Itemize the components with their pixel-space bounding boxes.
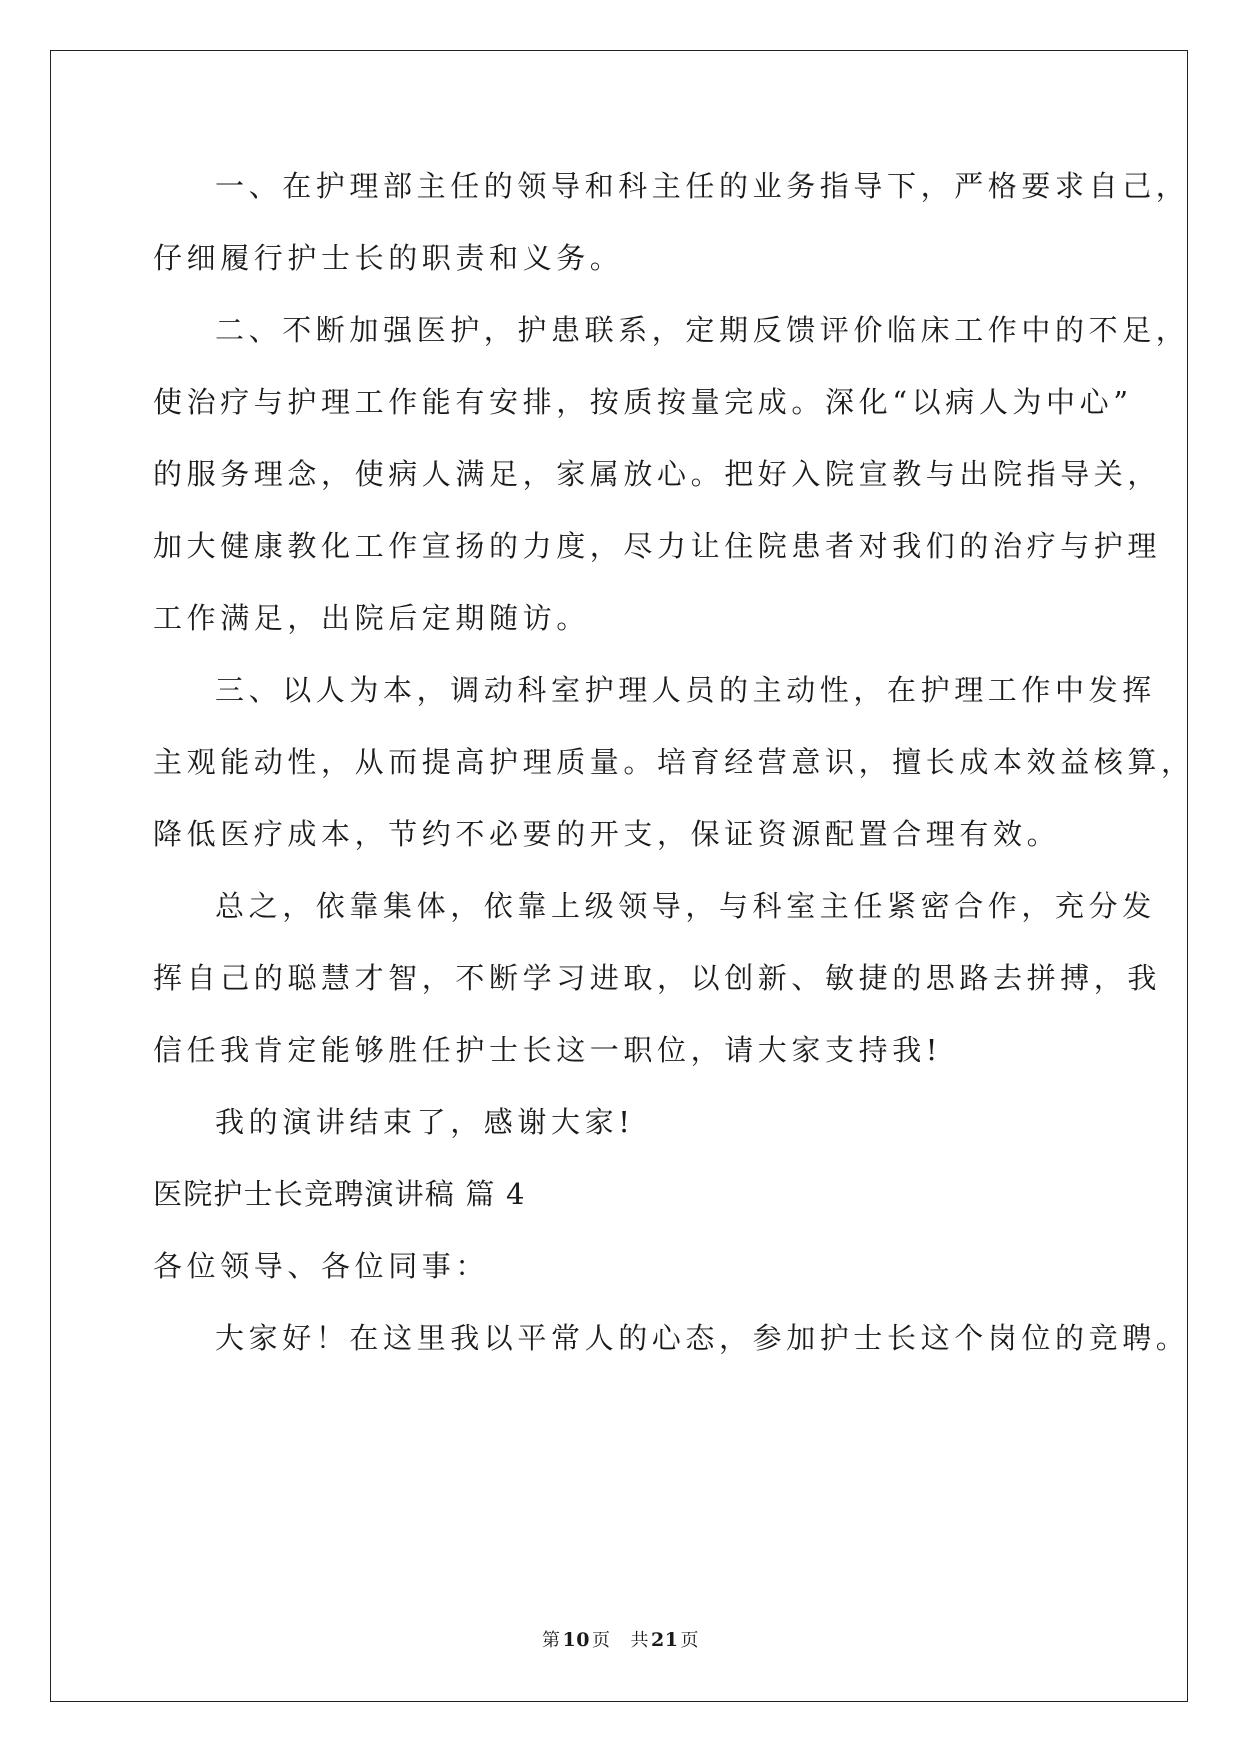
paragraph-3-line-1: 三、以人为本，调动科室护理人员的主动性，在护理工作中发挥 (215, 673, 1156, 707)
paragraph-4-line-1: 总之，依靠集体，依靠上级领导，与科室主任紧密合作，充分发 (215, 889, 1156, 923)
paragraph-2-line-5: 工作满足，出院后定期随访。 (153, 601, 590, 635)
paragraph-3-line-3: 降低医疗成本，节约不必要的开支，保证资源配置合理有效。 (153, 817, 1061, 851)
salutation: 各位领导、各位同事： (153, 1249, 490, 1283)
page-border (50, 50, 1188, 1702)
page-prefix: 第 (542, 1630, 561, 1651)
page-footer (0, 1626, 1241, 1652)
total-prefix: 共 (630, 1630, 649, 1651)
paragraph-4-line-3: 信任我肯定能够胜任护士长这一职位，请大家支持我! (153, 1033, 943, 1067)
paragraph-4-line-2: 挥自己的聪慧才智，不断学习进取，以创新、敏捷的思路去拼搏，我 (153, 961, 1162, 995)
paragraph-2-line-4: 加大健康教化工作宣扬的力度，尽力让住院患者对我们的治疗与护理 (153, 529, 1162, 563)
paragraph-5-line-1: 大家好！在这里我以平常人的心态，参加护士长这个岗位的竞聘。 (215, 1321, 1190, 1355)
paragraph-1-line-2: 仔细履行护士长的职责和义务。 (153, 241, 624, 275)
page-current: 10 (562, 1629, 590, 1651)
paragraph-2-line-2: 使治疗与护理工作能有安排，按质按量完成。深化“以病人为中心” (153, 385, 1133, 419)
page-suffix: 页 (592, 1630, 611, 1651)
page-total: 21 (651, 1629, 679, 1651)
paragraph-2-line-3: 的服务理念，使病人满足，家属放心。把好入院宣教与出院指导关， (153, 457, 1162, 491)
paragraph-1-line-1: 一、在护理部主任的领导和科主任的业务指导下，严格要求自己， (215, 169, 1190, 203)
total-suffix: 页 (680, 1630, 699, 1651)
closing-line: 我的演讲结束了，感谢大家! (215, 1105, 635, 1139)
section-title: 医院护士长竞聘演讲稿 篇 4 (153, 1177, 526, 1211)
paragraph-3-line-2: 主观能动性，从而提高护理质量。培育经营意识，擅长成本效益核算， (153, 745, 1195, 779)
paragraph-2-line-1: 二、不断加强医护，护患联系，定期反馈评价临床工作中的不足， (215, 313, 1190, 347)
